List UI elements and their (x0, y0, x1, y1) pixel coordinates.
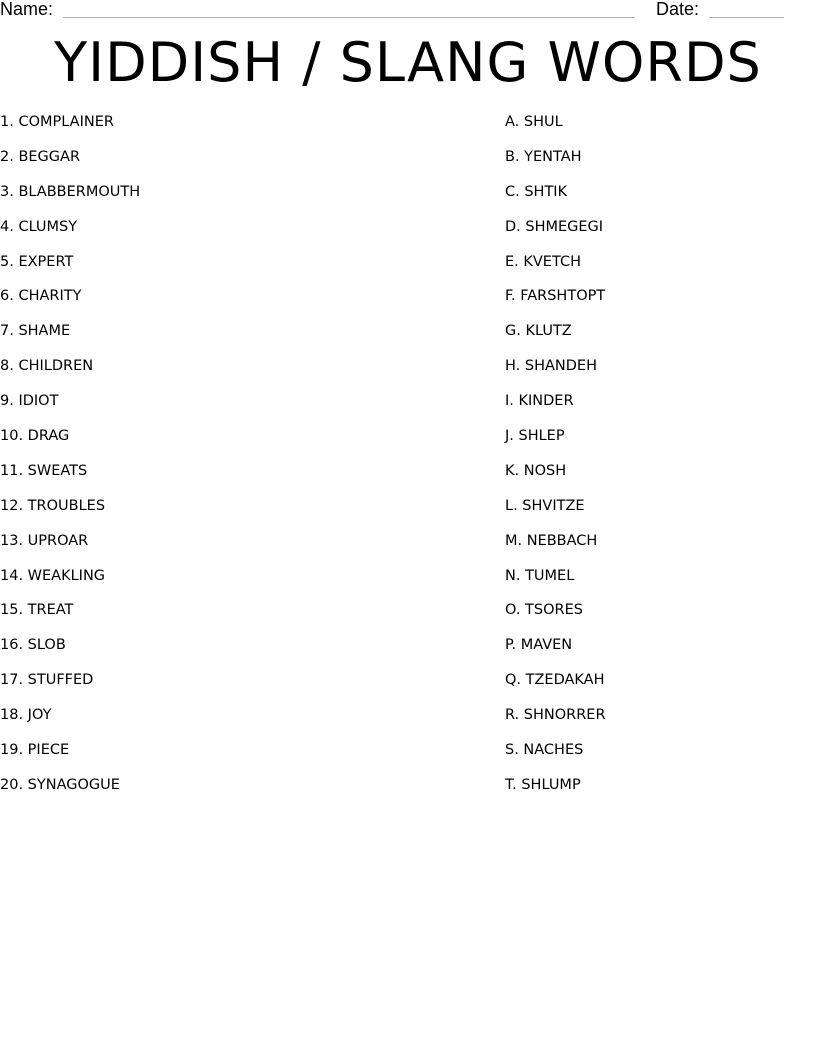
clue-item: 5. EXPERT (0, 253, 74, 270)
answer-item: A. SHUL (505, 114, 563, 130)
answer-item: C. SHTIK (505, 183, 568, 200)
clue-item: 2. BEGGAR (0, 148, 81, 165)
answer-item: M. NEBBACH (505, 532, 598, 549)
answer-item: O. TSORES (505, 602, 583, 619)
clue-item: 18. JOY (0, 707, 52, 724)
clue-item: 20. SYNAGOGUE (0, 776, 120, 793)
answer-item: G. KLUTZ (505, 323, 572, 340)
clue-item: 10. DRAG (0, 428, 70, 445)
answer-item: I. KINDER (505, 393, 574, 410)
answer-item: J. SHLEP (505, 428, 565, 445)
name-blank-line (63, 17, 635, 18)
answer-list (505, 112, 606, 810)
clue-list (0, 112, 140, 810)
date-blank-line (709, 17, 784, 18)
clue-item: 13. UPROAR (0, 532, 89, 549)
clue-item: 9. IDIOT (0, 393, 59, 410)
answer-item: F. FARSHTOPT (505, 288, 606, 305)
answer-item: N. TUMEL (505, 567, 575, 584)
clue-item: 6. CHARITY (0, 288, 82, 305)
answer-item: D. SHMEGEGI (505, 218, 604, 235)
answer-item: R. SHNORRER (505, 707, 606, 724)
clue-item: 8. CHILDREN (0, 358, 94, 375)
name-label: Name: (0, 0, 54, 19)
clue-item: 19. PIECE (0, 742, 70, 759)
clue-item: 14. WEAKLING (0, 567, 106, 584)
answer-item: T. SHLUMP (505, 776, 581, 793)
worksheet-title: YIDDISH / SLANG WORDS (54, 31, 762, 94)
clue-item: 16. SLOB (0, 637, 66, 654)
clue-item: 17. STUFFED (0, 672, 94, 689)
clue-item: 12. TROUBLES (0, 497, 106, 514)
clue-item: 15. TREAT (0, 602, 74, 619)
answer-item: B. YENTAH (505, 148, 582, 165)
clue-item: 1. COMPLAINER (0, 114, 114, 130)
clue-item: 7. SHAME (0, 323, 71, 340)
date-label: Date: (656, 0, 700, 19)
answer-item: E. KVETCH (505, 253, 582, 270)
clue-item: 3. BLABBERMOUTH (0, 183, 141, 200)
answer-item: P. MAVEN (505, 637, 573, 654)
answer-item: S. NACHES (505, 742, 584, 759)
answer-item: H. SHANDEH (505, 358, 597, 375)
clue-item: 11. SWEATS (0, 462, 88, 479)
answer-item: Q. TZEDAKAH (505, 672, 605, 689)
answer-item: K. NOSH (505, 462, 567, 479)
clue-item: 4. CLUMSY (0, 218, 78, 235)
answer-item: L. SHVITZE (505, 497, 585, 514)
worksheet-header (0, 0, 816, 22)
